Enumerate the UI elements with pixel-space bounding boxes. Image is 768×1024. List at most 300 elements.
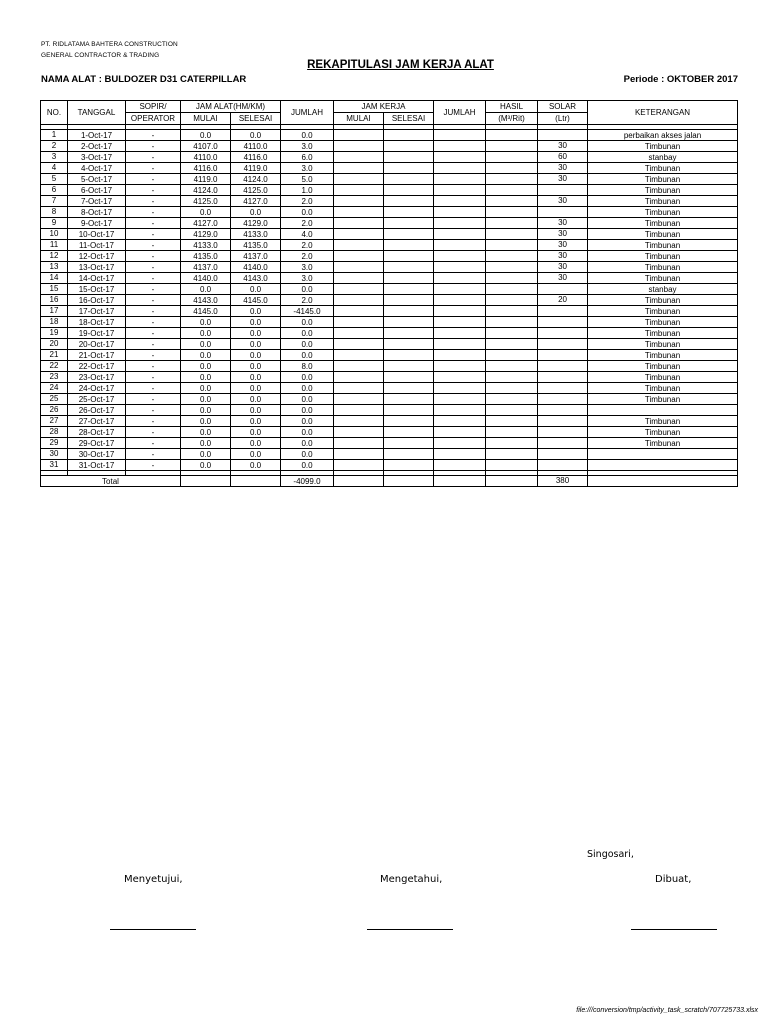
row-number: 2 — [41, 141, 68, 152]
row-number: 9 — [41, 218, 68, 229]
row-number: 1 — [41, 130, 68, 141]
row-work-end — [384, 339, 434, 350]
row-work-start — [334, 251, 384, 262]
row-output — [486, 251, 538, 262]
row-output — [486, 262, 538, 273]
empty-cell — [181, 476, 231, 487]
row-operator: - — [126, 240, 181, 251]
row-total-hours: 6.0 — [281, 152, 334, 163]
row-remarks: Timbunan — [588, 196, 738, 207]
row-work-end — [384, 361, 434, 372]
table-row — [41, 207, 738, 218]
row-work-end — [384, 438, 434, 449]
row-remarks: Timbunan — [588, 328, 738, 339]
table-row — [41, 317, 738, 328]
row-work-start — [334, 350, 384, 361]
header-kerja-selesai: SELESAI — [384, 113, 434, 125]
header-mulai: MULAI — [181, 113, 231, 125]
row-total-hours: 0.0 — [281, 207, 334, 218]
row-output — [486, 141, 538, 152]
row-hm-start: 4107.0 — [181, 141, 231, 152]
row-output — [486, 273, 538, 284]
total-row — [41, 476, 738, 487]
row-total-hours: 2.0 — [281, 218, 334, 229]
row-work-total — [434, 196, 486, 207]
row-remarks: Timbunan — [588, 416, 738, 427]
row-work-start — [334, 405, 384, 416]
row-operator: - — [126, 361, 181, 372]
row-remarks: Timbunan — [588, 394, 738, 405]
row-work-total — [434, 427, 486, 438]
row-solar: 30 — [538, 240, 588, 251]
row-work-start — [334, 427, 384, 438]
row-hm-end: 0.0 — [231, 383, 281, 394]
row-hm-start: 4129.0 — [181, 229, 231, 240]
row-work-start — [334, 383, 384, 394]
empty-cell — [434, 476, 486, 487]
row-work-start — [334, 229, 384, 240]
equipment-name: NAMA ALAT : BULDOZER D31 CATERPILLAR — [41, 74, 247, 85]
row-hm-end: 0.0 — [231, 317, 281, 328]
row-work-start — [334, 306, 384, 317]
row-hm-start: 0.0 — [181, 427, 231, 438]
row-number: 16 — [41, 295, 68, 306]
header-kerja-mulai: MULAI — [334, 113, 384, 125]
row-number: 8 — [41, 207, 68, 218]
row-work-total — [434, 207, 486, 218]
row-work-total — [434, 229, 486, 240]
row-work-end — [384, 141, 434, 152]
row-hm-start: 0.0 — [181, 449, 231, 460]
row-date: 17-Oct-17 — [68, 306, 126, 317]
signature-line-known — [367, 929, 453, 930]
table-row — [41, 229, 738, 240]
row-output — [486, 438, 538, 449]
row-date: 26-Oct-17 — [68, 405, 126, 416]
row-hm-start: 0.0 — [181, 460, 231, 471]
row-work-total — [434, 328, 486, 339]
row-work-end — [384, 416, 434, 427]
row-work-total — [434, 295, 486, 306]
row-remarks: Timbunan — [588, 306, 738, 317]
row-work-end — [384, 163, 434, 174]
row-hm-start: 4119.0 — [181, 174, 231, 185]
row-operator: - — [126, 460, 181, 471]
row-work-end — [384, 405, 434, 416]
header-jam-kerja: JAM KERJA — [334, 101, 434, 113]
signature-line-made — [631, 929, 717, 930]
period-label: Periode : OKTOBER 2017 — [623, 74, 738, 85]
row-hm-end: 0.0 — [231, 339, 281, 350]
row-hm-end: 4145.0 — [231, 295, 281, 306]
empty-cell — [588, 476, 738, 487]
row-hm-end: 0.0 — [231, 394, 281, 405]
table-row — [41, 262, 738, 273]
row-hm-end: 0.0 — [231, 372, 281, 383]
row-number: 7 — [41, 196, 68, 207]
row-work-start — [334, 416, 384, 427]
row-operator: - — [126, 383, 181, 394]
row-number: 6 — [41, 185, 68, 196]
row-output — [486, 207, 538, 218]
row-hm-start: 0.0 — [181, 394, 231, 405]
row-work-start — [334, 185, 384, 196]
signature-line-approved — [110, 929, 196, 930]
row-date: 1-Oct-17 — [68, 130, 126, 141]
row-total-hours: 2.0 — [281, 240, 334, 251]
row-remarks: Timbunan — [588, 240, 738, 251]
table-row — [41, 405, 738, 416]
row-work-total — [434, 174, 486, 185]
row-solar — [538, 361, 588, 372]
row-work-start — [334, 218, 384, 229]
row-output — [486, 240, 538, 251]
table-row — [41, 394, 738, 405]
row-hm-end: 4119.0 — [231, 163, 281, 174]
row-number: 5 — [41, 174, 68, 185]
header-operator: OPERATOR — [126, 113, 181, 125]
row-hm-start: 4140.0 — [181, 273, 231, 284]
row-hm-start: 0.0 — [181, 328, 231, 339]
row-hm-start: 4127.0 — [181, 218, 231, 229]
header-hasil-unit: (M³/Rit) — [486, 113, 538, 125]
row-solar — [538, 416, 588, 427]
header-jumlah-kerja: JUMLAH — [434, 101, 486, 125]
row-remarks: Timbunan — [588, 174, 738, 185]
row-work-total — [434, 383, 486, 394]
table-row — [41, 427, 738, 438]
row-hm-start: 0.0 — [181, 405, 231, 416]
row-solar — [538, 427, 588, 438]
row-work-end — [384, 218, 434, 229]
row-date: 10-Oct-17 — [68, 229, 126, 240]
row-operator: - — [126, 284, 181, 295]
row-hm-end: 4110.0 — [231, 141, 281, 152]
company-subtitle: GENERAL CONTRACTOR & TRADING — [41, 52, 160, 59]
row-hm-start: 0.0 — [181, 416, 231, 427]
row-date: 30-Oct-17 — [68, 449, 126, 460]
row-total-hours: 0.0 — [281, 130, 334, 141]
total-solar: 380 — [538, 476, 588, 487]
row-work-total — [434, 218, 486, 229]
row-remarks: Timbunan — [588, 427, 738, 438]
row-operator: - — [126, 207, 181, 218]
row-hm-start: 0.0 — [181, 361, 231, 372]
row-solar: 60 — [538, 152, 588, 163]
row-remarks — [588, 405, 738, 416]
row-number: 11 — [41, 240, 68, 251]
row-operator: - — [126, 196, 181, 207]
row-solar: 20 — [538, 295, 588, 306]
row-date: 2-Oct-17 — [68, 141, 126, 152]
row-total-hours: 0.0 — [281, 427, 334, 438]
row-work-start — [334, 328, 384, 339]
row-solar: 30 — [538, 251, 588, 262]
row-total-hours: 0.0 — [281, 372, 334, 383]
row-work-start — [334, 449, 384, 460]
row-solar: 30 — [538, 163, 588, 174]
row-work-start — [334, 262, 384, 273]
row-date: 5-Oct-17 — [68, 174, 126, 185]
row-operator: - — [126, 416, 181, 427]
table-row — [41, 295, 738, 306]
row-output — [486, 328, 538, 339]
row-work-total — [434, 438, 486, 449]
total-label: Total — [41, 476, 181, 487]
row-date: 6-Oct-17 — [68, 185, 126, 196]
row-operator: - — [126, 130, 181, 141]
row-solar — [538, 438, 588, 449]
row-remarks: Timbunan — [588, 141, 738, 152]
table-header-row — [41, 101, 738, 113]
row-number: 15 — [41, 284, 68, 295]
row-date: 24-Oct-17 — [68, 383, 126, 394]
row-operator: - — [126, 174, 181, 185]
row-solar: 30 — [538, 273, 588, 284]
row-hm-start: 4125.0 — [181, 196, 231, 207]
row-output — [486, 229, 538, 240]
row-hm-end: 0.0 — [231, 207, 281, 218]
row-output — [486, 284, 538, 295]
row-work-end — [384, 306, 434, 317]
row-operator: - — [126, 185, 181, 196]
row-remarks: stanbay — [588, 284, 738, 295]
row-work-total — [434, 449, 486, 460]
row-total-hours: 0.0 — [281, 438, 334, 449]
row-solar — [538, 405, 588, 416]
row-date: 4-Oct-17 — [68, 163, 126, 174]
row-work-end — [384, 383, 434, 394]
row-hm-end: 0.0 — [231, 416, 281, 427]
row-hm-start: 4143.0 — [181, 295, 231, 306]
row-solar — [538, 317, 588, 328]
row-output — [486, 185, 538, 196]
row-date: 23-Oct-17 — [68, 372, 126, 383]
row-date: 31-Oct-17 — [68, 460, 126, 471]
row-output — [486, 196, 538, 207]
row-work-total — [434, 350, 486, 361]
row-work-total — [434, 130, 486, 141]
row-work-total — [434, 416, 486, 427]
row-work-start — [334, 141, 384, 152]
row-hm-end: 0.0 — [231, 405, 281, 416]
row-output — [486, 295, 538, 306]
row-work-end — [384, 273, 434, 284]
row-work-end — [384, 130, 434, 141]
header-solar: SOLAR — [538, 101, 588, 113]
row-date: 11-Oct-17 — [68, 240, 126, 251]
row-date: 16-Oct-17 — [68, 295, 126, 306]
row-output — [486, 449, 538, 460]
row-remarks: Timbunan — [588, 350, 738, 361]
row-work-total — [434, 460, 486, 471]
table-row — [41, 460, 738, 471]
row-output — [486, 218, 538, 229]
row-hm-end: 0.0 — [231, 361, 281, 372]
row-operator: - — [126, 295, 181, 306]
table-row — [41, 152, 738, 163]
row-number: 22 — [41, 361, 68, 372]
row-total-hours: 2.0 — [281, 295, 334, 306]
row-hm-end: 4140.0 — [231, 262, 281, 273]
row-total-hours: 4.0 — [281, 229, 334, 240]
row-operator: - — [126, 163, 181, 174]
row-operator: - — [126, 328, 181, 339]
table-row — [41, 141, 738, 152]
row-total-hours: 2.0 — [281, 196, 334, 207]
row-work-total — [434, 152, 486, 163]
row-operator: - — [126, 394, 181, 405]
row-date: 20-Oct-17 — [68, 339, 126, 350]
row-hm-start: 0.0 — [181, 130, 231, 141]
row-number: 3 — [41, 152, 68, 163]
table-row — [41, 273, 738, 284]
row-work-start — [334, 438, 384, 449]
row-total-hours: 2.0 — [281, 251, 334, 262]
row-work-start — [334, 163, 384, 174]
row-output — [486, 460, 538, 471]
row-total-hours: 3.0 — [281, 273, 334, 284]
row-date: 22-Oct-17 — [68, 361, 126, 372]
row-date: 3-Oct-17 — [68, 152, 126, 163]
row-remarks: Timbunan — [588, 339, 738, 350]
row-total-hours: 3.0 — [281, 163, 334, 174]
table-row — [41, 438, 738, 449]
row-remarks: Timbunan — [588, 317, 738, 328]
row-hm-end: 4127.0 — [231, 196, 281, 207]
row-output — [486, 317, 538, 328]
row-total-hours: 0.0 — [281, 449, 334, 460]
row-work-total — [434, 163, 486, 174]
row-work-total — [434, 372, 486, 383]
row-date: 13-Oct-17 — [68, 262, 126, 273]
signature-approved-label: Menyetujui, — [124, 874, 183, 885]
row-hm-end: 4125.0 — [231, 185, 281, 196]
row-work-total — [434, 273, 486, 284]
row-output — [486, 152, 538, 163]
row-work-total — [434, 251, 486, 262]
row-hm-start: 0.0 — [181, 317, 231, 328]
row-output — [486, 383, 538, 394]
row-operator: - — [126, 427, 181, 438]
row-output — [486, 130, 538, 141]
row-work-total — [434, 405, 486, 416]
row-operator: - — [126, 372, 181, 383]
row-date: 12-Oct-17 — [68, 251, 126, 262]
row-output — [486, 306, 538, 317]
header-solar-unit: (Ltr) — [538, 113, 588, 125]
row-total-hours: 5.0 — [281, 174, 334, 185]
row-solar: 30 — [538, 218, 588, 229]
row-number: 4 — [41, 163, 68, 174]
row-solar — [538, 207, 588, 218]
row-date: 7-Oct-17 — [68, 196, 126, 207]
row-hm-end: 4129.0 — [231, 218, 281, 229]
row-work-end — [384, 196, 434, 207]
row-remarks: Timbunan — [588, 207, 738, 218]
row-work-end — [384, 328, 434, 339]
row-solar — [538, 394, 588, 405]
row-output — [486, 174, 538, 185]
row-total-hours: 3.0 — [281, 141, 334, 152]
row-work-start — [334, 361, 384, 372]
row-work-start — [334, 152, 384, 163]
row-hm-start: 0.0 — [181, 438, 231, 449]
row-hm-end: 4124.0 — [231, 174, 281, 185]
row-work-end — [384, 295, 434, 306]
header-hasil: HASIL — [486, 101, 538, 113]
row-work-start — [334, 317, 384, 328]
row-hm-end: 4135.0 — [231, 240, 281, 251]
row-total-hours: 8.0 — [281, 361, 334, 372]
row-work-start — [334, 339, 384, 350]
empty-cell — [231, 476, 281, 487]
row-work-total — [434, 262, 486, 273]
row-number: 18 — [41, 317, 68, 328]
header-sopir: SOPIR/ — [126, 101, 181, 113]
row-remarks: Timbunan — [588, 295, 738, 306]
row-number: 23 — [41, 372, 68, 383]
row-hm-end: 4133.0 — [231, 229, 281, 240]
row-output — [486, 405, 538, 416]
row-remarks: Timbunan — [588, 361, 738, 372]
row-hm-start: 4145.0 — [181, 306, 231, 317]
row-date: 28-Oct-17 — [68, 427, 126, 438]
row-hm-end: 0.0 — [231, 306, 281, 317]
row-number: 13 — [41, 262, 68, 273]
row-number: 26 — [41, 405, 68, 416]
header-tanggal: TANGGAL — [68, 101, 126, 125]
row-number: 14 — [41, 273, 68, 284]
header-no: NO. — [41, 101, 68, 125]
row-remarks: Timbunan — [588, 372, 738, 383]
company-name: PT. RIDLATAMA BAHTERA CONSTRUCTION — [41, 41, 178, 48]
row-date: 15-Oct-17 — [68, 284, 126, 295]
row-work-end — [384, 427, 434, 438]
row-date: 21-Oct-17 — [68, 350, 126, 361]
header-jam-alat: JAM ALAT(HM/KM) — [181, 101, 281, 113]
table-row — [41, 350, 738, 361]
row-remarks: Timbunan — [588, 438, 738, 449]
row-work-total — [434, 339, 486, 350]
row-solar: 30 — [538, 229, 588, 240]
row-output — [486, 361, 538, 372]
signature-known-label: Mengetahui, — [380, 874, 443, 885]
row-date: 9-Oct-17 — [68, 218, 126, 229]
row-number: 31 — [41, 460, 68, 471]
row-solar — [538, 350, 588, 361]
row-solar: 30 — [538, 174, 588, 185]
row-number: 17 — [41, 306, 68, 317]
row-solar — [538, 339, 588, 350]
total-hours: -4099.0 — [281, 476, 334, 487]
row-hm-start: 0.0 — [181, 284, 231, 295]
row-output — [486, 394, 538, 405]
row-hm-start: 0.0 — [181, 339, 231, 350]
row-hm-start: 0.0 — [181, 372, 231, 383]
row-number: 30 — [41, 449, 68, 460]
row-number: 29 — [41, 438, 68, 449]
row-work-end — [384, 152, 434, 163]
row-hm-start: 0.0 — [181, 350, 231, 361]
row-work-start — [334, 372, 384, 383]
row-solar — [538, 460, 588, 471]
row-work-start — [334, 240, 384, 251]
row-work-end — [384, 207, 434, 218]
row-remarks: Timbunan — [588, 163, 738, 174]
row-operator: - — [126, 449, 181, 460]
row-remarks — [588, 449, 738, 460]
